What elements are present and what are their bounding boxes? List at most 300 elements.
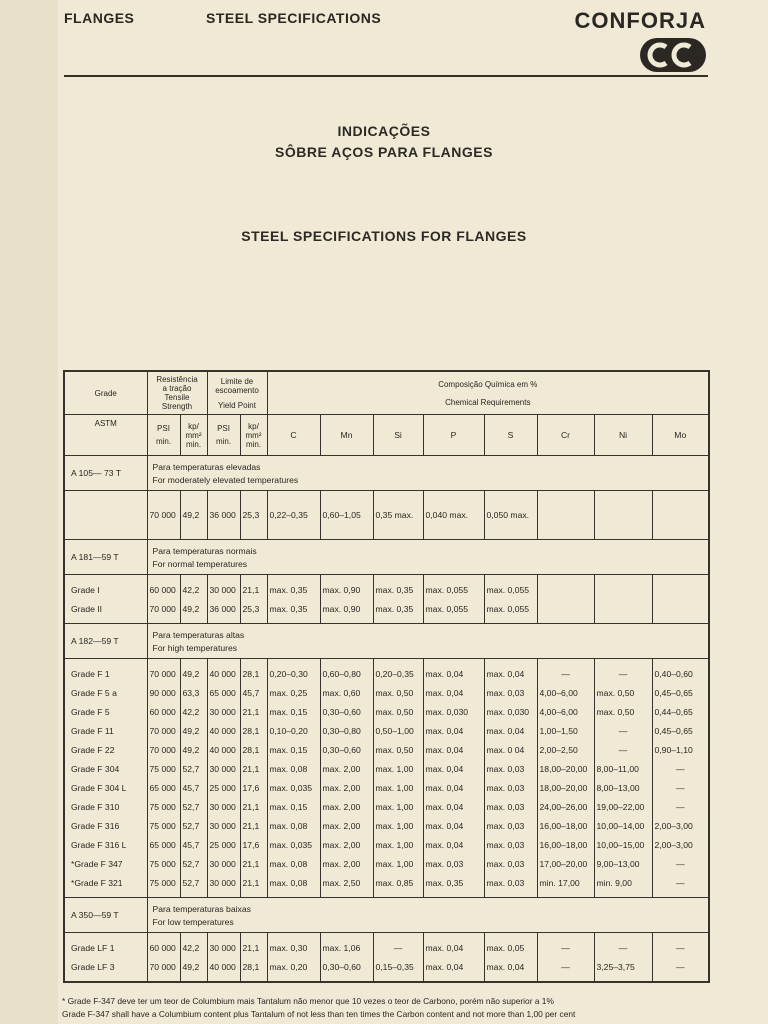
value-cell: 49,2 [180,496,207,534]
value-cell: max. 1,00 [373,854,423,873]
value-cell: 30 000 [207,938,240,957]
table-row [64,496,709,534]
value-cell: 60 000 [147,702,180,721]
table-row [64,721,709,740]
value-cell: 52,7 [180,854,207,873]
value-cell: min. 9,00 [594,873,652,892]
col-ni: Ni [594,415,652,456]
table-header-row-2 [64,415,709,456]
footnote-pt: * Grade F-347 deve ter um teor de Columbium mais Tantalum não menor que 10 vezes o teor de Carbono, porém não superior a 1% [62,996,554,1006]
spacer-cell [207,976,240,982]
value-cell: 24,00–26,00 [537,797,594,816]
value-cell: 42,2 [180,702,207,721]
table-row [64,797,709,816]
value-cell [652,496,709,534]
col-psi-yield [207,415,240,456]
section-description [147,624,709,659]
table-header-row-1 [64,371,709,415]
value-cell: 75 000 [147,759,180,778]
table-row [64,854,709,873]
kp-label: kp/ [248,421,259,431]
value-cell: 75 000 [147,816,180,835]
value-cell: max. 0,03 [484,759,537,778]
table-row [64,702,709,721]
spacer-cell [64,976,147,982]
grade-cell: Grade F 1 [64,664,147,683]
value-cell: 0,44–0,65 [652,702,709,721]
min-label: min. [215,437,232,446]
value-cell: — [652,957,709,976]
value-cell: max. 0,04 [484,957,537,976]
value-cell [594,496,652,534]
value-cell: 9,00–13,00 [594,854,652,873]
value-cell: 28,1 [240,664,267,683]
value-cell: — [594,721,652,740]
value-cell: max. 0,03 [484,816,537,835]
value-cell: max. 0,04 [423,721,484,740]
value-cell: max. 0,04 [484,664,537,683]
value-cell: 36 000 [207,496,240,534]
value-cell: 0,20–0,30 [267,664,320,683]
value-cell: — [594,938,652,957]
value-cell: 21,1 [240,759,267,778]
value-cell: max. 0,04 [423,664,484,683]
value-cell: max. 0,04 [423,816,484,835]
tensile-en1: Tensile [164,393,190,402]
value-cell: 49,2 [180,599,207,618]
value-cell: 30 000 [207,759,240,778]
value-cell: 52,7 [180,759,207,778]
value-cell: 0,45–0,65 [652,683,709,702]
col-composition-header [267,371,709,415]
value-cell: 21,1 [240,938,267,957]
value-cell: — [652,873,709,892]
value-cell: 4,00–6,00 [537,702,594,721]
value-cell: 52,7 [180,797,207,816]
value-cell: 0,30–0,60 [320,740,373,759]
value-cell: max. 0,055 [484,599,537,618]
yield-en: Yield Point [218,400,256,410]
value-cell: 21,1 [240,797,267,816]
psi-label: PSI [217,424,230,433]
value-cell: max. 2,00 [320,797,373,816]
value-cell: max. 0,90 [320,599,373,618]
grade-cell: *Grade F 321 [64,873,147,892]
header-divider [64,75,708,77]
section-description [147,540,709,575]
value-cell: 65 000 [147,778,180,797]
value-cell: max. 0,30 [267,938,320,957]
value-cell: max. 0,90 [320,580,373,599]
value-cell: 65 000 [207,683,240,702]
value-cell: 30 000 [207,797,240,816]
spacer-cell [320,976,373,982]
value-cell: 0,30–0,60 [320,702,373,721]
brand-name: CONFORJA [574,8,706,33]
min-label: min. [185,439,202,449]
value-cell: 60 000 [147,938,180,957]
value-cell: 0,60–0,80 [320,664,373,683]
value-cell: max. 0,03 [484,778,537,797]
tensile-pt1: Resistência [156,375,198,384]
composition-en: Chemical Requirements [445,397,531,407]
value-cell: 42,2 [180,580,207,599]
value-cell: 75 000 [147,854,180,873]
section-description-pt: Para temperaturas normais [152,545,257,556]
conforja-logo-icon [640,38,706,72]
value-cell: 1,00–1,50 [537,721,594,740]
value-cell: 49,2 [180,664,207,683]
value-cell: 2,00–3,00 [652,816,709,835]
value-cell: 8,00–13,00 [594,778,652,797]
grade-cell: Grade F 5 [64,702,147,721]
value-cell: 25,3 [240,599,267,618]
value-cell: max. 0,15 [267,702,320,721]
value-cell: max. 0,055 [484,580,537,599]
value-cell: 0,15–0,35 [373,957,423,976]
col-astm-header: ASTM [64,415,147,456]
value-cell: max. 0,03 [484,873,537,892]
mm2-label: mm² [185,430,202,440]
value-cell: 60 000 [147,580,180,599]
value-cell: max. 0,08 [267,759,320,778]
value-cell: 0,050 max. [484,496,537,534]
value-cell: 70 000 [147,721,180,740]
value-cell: max. 2,00 [320,835,373,854]
value-cell: 4,00–6,00 [537,683,594,702]
spacer-cell [423,976,484,982]
title-pt-line2: SÔBRE AÇOS PARA FLANGES [275,144,493,160]
value-cell: 70 000 [147,599,180,618]
value-cell [537,580,594,599]
value-cell: 0,20–0,35 [373,664,423,683]
value-cell: 10,00–14,00 [594,816,652,835]
value-cell: max. 0,04 [423,778,484,797]
value-cell: max. 1,00 [373,759,423,778]
value-cell: max. 0,35 [267,580,320,599]
value-cell: — [652,759,709,778]
value-cell: max. 0,35 [373,599,423,618]
value-cell: 10,00–15,00 [594,835,652,854]
value-cell: 70 000 [147,957,180,976]
section-code: A 181—59 T [64,540,147,575]
value-cell: 45,7 [180,835,207,854]
title-en: STEEL SPECIFICATIONS FOR FLANGES [241,228,527,244]
spacer-cell [180,976,207,982]
value-cell: max. 0,03 [484,683,537,702]
value-cell: — [594,664,652,683]
grade-cell: Grade F 316 [64,816,147,835]
value-cell: 30 000 [207,580,240,599]
col-kp-yield [240,415,267,456]
table-row [64,580,709,599]
value-cell: 49,2 [180,740,207,759]
value-cell: 40 000 [207,740,240,759]
value-cell: max. 0,08 [267,816,320,835]
value-cell: 21,1 [240,816,267,835]
value-cell: max. 0,50 [594,683,652,702]
steel-spec-table [63,370,710,983]
table-row [64,759,709,778]
value-cell: max. 0,25 [267,683,320,702]
value-cell: 49,2 [180,957,207,976]
table-row [64,957,709,976]
value-cell: max. 0,20 [267,957,320,976]
section-code: A 182—59 T [64,624,147,659]
value-cell: 42,2 [180,938,207,957]
value-cell: 8,00–11,00 [594,759,652,778]
section-code: A 105— 73 T [64,456,147,491]
grade-cell: Grade F 304 L [64,778,147,797]
spacer-cell [594,976,652,982]
section-description-en: For high temperatures [152,642,238,653]
value-cell: max. 1,00 [373,797,423,816]
value-cell: max. 0,035 [267,835,320,854]
value-cell: 52,7 [180,816,207,835]
value-cell: 0,50–1,00 [373,721,423,740]
value-cell: — [652,797,709,816]
value-cell: 0,30–0,80 [320,721,373,740]
section-description-pt: Para temperaturas elevadas [152,461,261,472]
value-cell: 2,00–2,50 [537,740,594,759]
value-cell [594,580,652,599]
table-row [64,835,709,854]
value-cell [537,599,594,618]
value-cell: 3,25–3,75 [594,957,652,976]
value-cell: 0,10–0,20 [267,721,320,740]
section-header-row [64,540,709,575]
value-cell: 65 000 [147,835,180,854]
col-yield-header [207,371,267,415]
value-cell: 70 000 [147,496,180,534]
value-cell: 28,1 [240,957,267,976]
table-row [64,599,709,618]
value-cell [594,599,652,618]
value-cell: 17,6 [240,778,267,797]
value-cell: max. 0,03 [484,854,537,873]
value-cell: max. 0,50 [373,683,423,702]
table-row [64,664,709,683]
value-cell: 0,30–0,60 [320,957,373,976]
min-label: min. [245,439,262,449]
spacer-cell [267,976,320,982]
header-section-label: FLANGES [64,10,135,26]
section-description-en: For low temperatures [152,916,234,927]
value-cell: max. 0 04 [484,740,537,759]
table-row [64,778,709,797]
value-cell: max. 1,00 [373,778,423,797]
section-description-pt: Para temperaturas altas [152,629,245,640]
value-cell: max. 0,08 [267,873,320,892]
grade-cell: Grade F 5 a [64,683,147,702]
value-cell: 21,1 [240,580,267,599]
value-cell: max. 0,05 [484,938,537,957]
value-cell: 25,3 [240,496,267,534]
value-cell: max. 0,055 [423,599,484,618]
value-cell: max. 0,50 [594,702,652,721]
value-cell: 19,00–22,00 [594,797,652,816]
value-cell: max. 0,04 [423,835,484,854]
value-cell: 18,00–20,00 [537,778,594,797]
value-cell: max. 0,35 [373,580,423,599]
value-cell: — [537,957,594,976]
value-cell: 0,35 max. [373,496,423,534]
value-cell: 75 000 [147,797,180,816]
value-cell: 0,40–0,60 [652,664,709,683]
value-cell: max. 1,00 [373,816,423,835]
tensile-en2: Strength [161,402,193,411]
value-cell: max. 0,85 [373,873,423,892]
value-cell: max. 0,03 [484,797,537,816]
yield-pt2: escoamento [215,385,259,395]
value-cell: max. 2,50 [320,873,373,892]
section-header-row [64,624,709,659]
kp-label: kp/ [188,421,199,431]
value-cell: 17,6 [240,835,267,854]
spacer-cell [484,976,537,982]
value-cell: max. 0,055 [423,580,484,599]
col-si: Si [373,415,423,456]
value-cell [652,599,709,618]
value-cell: 16,00–18,00 [537,816,594,835]
value-cell: — [652,778,709,797]
value-cell: 30 000 [207,816,240,835]
value-cell: max. 0,030 [484,702,537,721]
value-cell: max. 0,50 [373,740,423,759]
value-cell: 49,2 [180,721,207,740]
section-description [147,456,709,491]
min-label: min. [155,437,172,446]
spacer-cell [147,976,180,982]
col-c: C [267,415,320,456]
value-cell: 18,00–20,00 [537,759,594,778]
col-s: S [484,415,537,456]
value-cell: 28,1 [240,721,267,740]
value-cell: 25 000 [207,778,240,797]
value-cell: 36 000 [207,599,240,618]
table-row [64,740,709,759]
grade-cell: *Grade F 347 [64,854,147,873]
value-cell: 70 000 [147,664,180,683]
grade-cell: Grade F 304 [64,759,147,778]
value-cell: 45,7 [240,683,267,702]
grade-cell: Grade II [64,599,147,618]
mm2-label: mm² [245,430,262,440]
table-row [64,816,709,835]
spacer-cell [373,976,423,982]
value-cell: max. 0,15 [267,740,320,759]
value-cell: max. 0,60 [320,683,373,702]
section-header-row [64,898,709,933]
tensile-pt2: a tração [162,384,192,393]
value-cell: 28,1 [240,740,267,759]
value-cell: 45,7 [180,778,207,797]
value-cell: 63,3 [180,683,207,702]
grade-cell: Grade F 310 [64,797,147,816]
footnote-en: Grade F-347 shall have a Columbium content plus Tantalum of not less than ten times the Carbon content and not more than 1,00 per cent [62,1009,576,1019]
value-cell: max. 1,00 [373,835,423,854]
grade-cell: Grade I [64,580,147,599]
value-cell: 75 000 [147,873,180,892]
value-cell: max. 0,04 [423,938,484,957]
col-psi-tensile [147,415,180,456]
psi-label: PSI [157,424,170,433]
table-row [64,938,709,957]
value-cell: max. 0,35 [267,599,320,618]
value-cell: — [652,854,709,873]
value-cell: — [652,938,709,957]
col-grade-header: Grade [64,371,147,415]
value-cell: 0,22–0,35 [267,496,320,534]
value-cell: — [537,938,594,957]
col-cr: Cr [537,415,594,456]
value-cell: 40 000 [207,721,240,740]
value-cell: 25 000 [207,835,240,854]
value-cell [537,496,594,534]
value-cell: 40 000 [207,664,240,683]
table-row [64,873,709,892]
spacer-cell [240,976,267,982]
value-cell: max. 0,04 [423,740,484,759]
value-cell: min. 17,00 [537,873,594,892]
col-mo: Mo [652,415,709,456]
section-description-en: For normal temperatures [152,558,248,569]
value-cell: max. 0,03 [484,835,537,854]
value-cell: max. 0,04 [423,759,484,778]
yield-pt1: Limite de [220,376,254,386]
value-cell: 0,040 max. [423,496,484,534]
value-cell: — [537,664,594,683]
col-p: P [423,415,484,456]
value-cell: 21,1 [240,873,267,892]
value-cell: 52,7 [180,873,207,892]
value-cell: max. 0,030 [423,702,484,721]
spacer-cell [537,976,594,982]
value-cell: max. 0,08 [267,854,320,873]
value-cell: 17,00–20,00 [537,854,594,873]
col-mn: Mn [320,415,373,456]
value-cell: max. 0,50 [373,702,423,721]
value-cell: max. 0,04 [423,683,484,702]
col-tensile-header [147,371,207,415]
value-cell: max. 0,04 [484,721,537,740]
section-description-en: For moderately elevated temperatures [152,474,299,485]
table-row [64,683,709,702]
section-header-row [64,456,709,491]
value-cell: 30 000 [207,854,240,873]
composition-pt: Composição Química em % [438,379,538,389]
grade-cell: Grade F 316 L [64,835,147,854]
value-cell: max. 2,00 [320,778,373,797]
value-cell: max. 2,00 [320,854,373,873]
grade-cell: Grade LF 3 [64,957,147,976]
value-cell: 16,00–18,00 [537,835,594,854]
col-kp-tensile [180,415,207,456]
value-cell: max. 0,04 [423,797,484,816]
value-cell: 30 000 [207,873,240,892]
value-cell: 2,00–3,00 [652,835,709,854]
value-cell: max. 0,35 [423,873,484,892]
value-cell: — [373,938,423,957]
value-cell: 0,90–1,10 [652,740,709,759]
value-cell: 70 000 [147,740,180,759]
grade-cell: Grade LF 1 [64,938,147,957]
value-cell: 21,1 [240,702,267,721]
grade-cell: Grade F 22 [64,740,147,759]
title-pt-line1: INDICAÇÕES [337,123,431,139]
value-cell: 90 000 [147,683,180,702]
value-cell: 0,60–1,05 [320,496,373,534]
